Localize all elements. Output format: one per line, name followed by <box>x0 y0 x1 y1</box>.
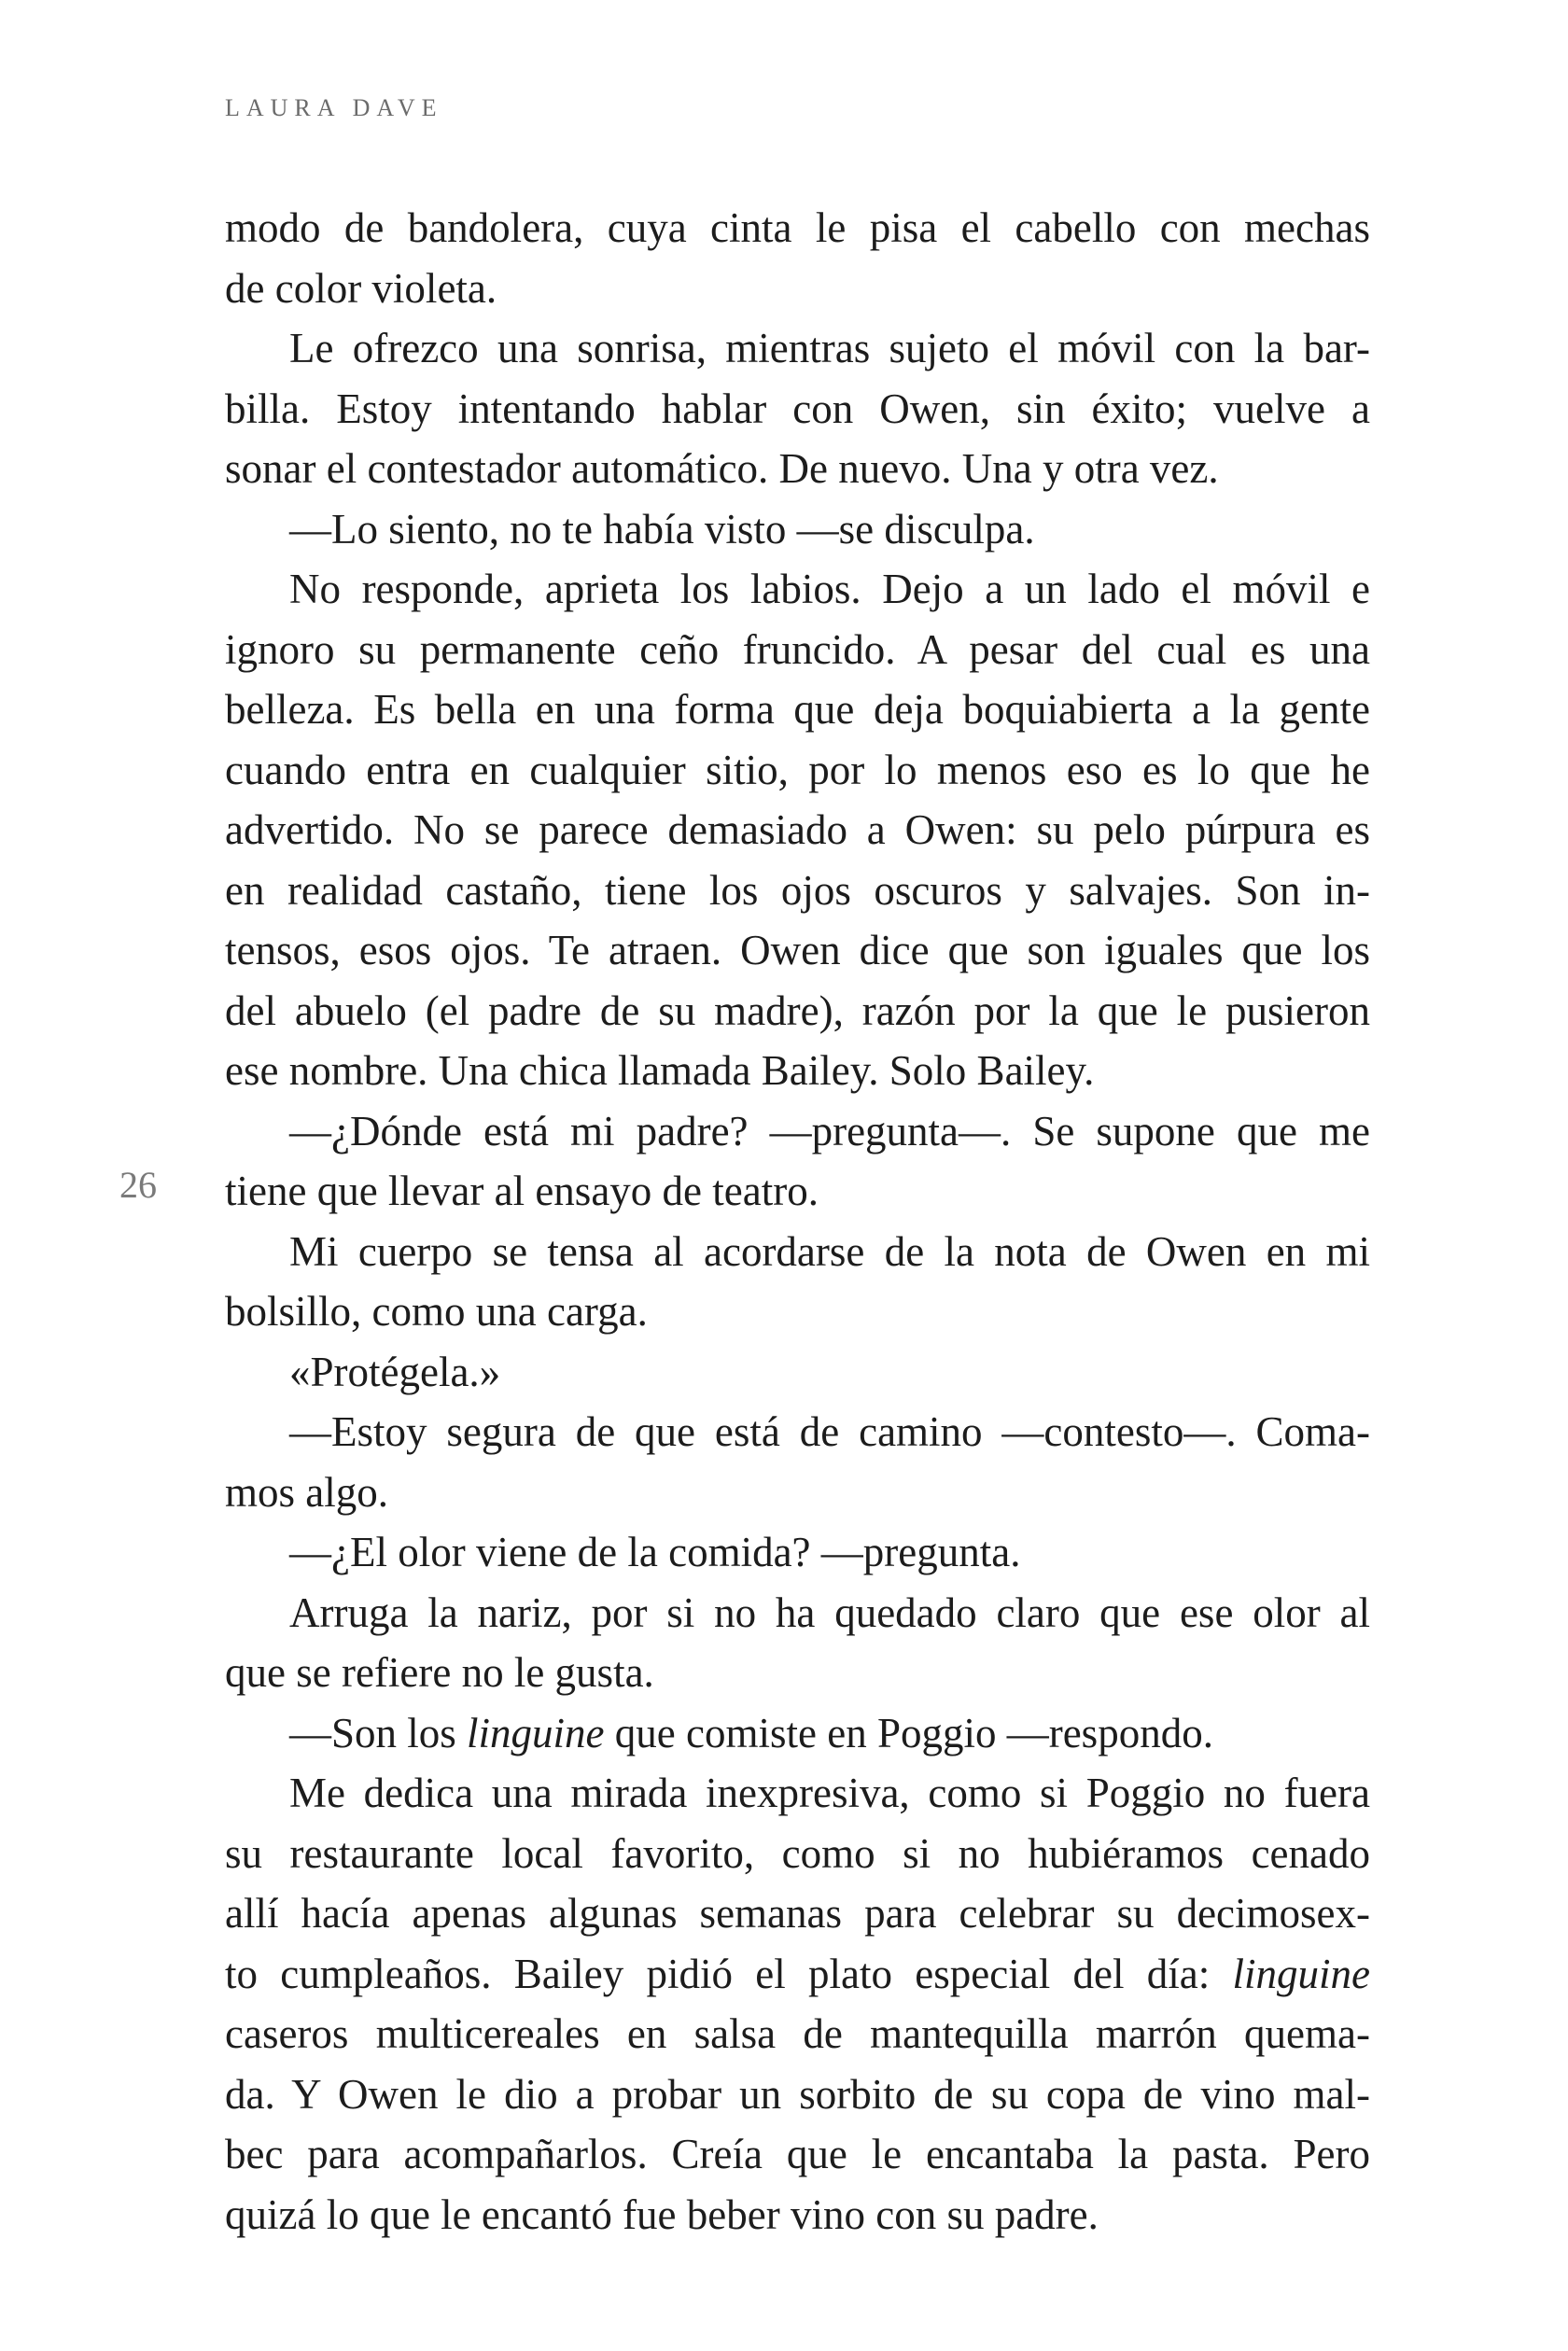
text-segment: —Lo siento, no te había visto —se disculpa. <box>289 505 1035 553</box>
text-segment: «Protégela.» <box>289 1348 501 1395</box>
text-line <box>225 1462 1370 1523</box>
text-line <box>225 1824 1370 1884</box>
text-segment: da. Y Owen le dio a probar un sorbito de su copa de vino mal- <box>225 2070 1370 2118</box>
text-line <box>225 679 1370 740</box>
text-segment: No responde, aprieta los labios. Dejo a un lado el móvil e <box>289 566 1370 612</box>
text-line <box>225 379 1370 440</box>
text-line <box>225 981 1370 1042</box>
text-line <box>225 499 1370 560</box>
text-line <box>225 2004 1370 2064</box>
text-segment: ese nombre. Una chica llamada Bailey. Solo Bailey. <box>225 1047 1095 1094</box>
text-segment: su restaurante local favorito, como si no hubiéramos cenado <box>225 1829 1370 1877</box>
text-segment: tensos, esos ojos. Te atraen. Owen dice que son iguales que los <box>225 927 1370 973</box>
text-segment: caseros multicereales en salsa de mantequilla marrón quema- <box>225 2010 1370 2057</box>
text-segment: billa. Estoy intentando hablar con Owen, sin éxito; vuelve a <box>225 385 1370 432</box>
text-segment: quizá lo que le encantó fue beber vino con su padre. <box>225 2190 1099 2238</box>
text-segment: belleza. Es bella en una forma que deja boquiabierta a la gente <box>225 686 1370 733</box>
text-line <box>225 1041 1370 1101</box>
text-segment: Arruga la nariz, por si no ha quedado claro que ese olor al <box>289 1588 1370 1636</box>
text-line <box>225 1222 1370 1282</box>
text-segment: advertido. No se parece demasiado a Owen: su pelo púrpura es <box>225 806 1370 853</box>
text-line <box>225 1522 1370 1583</box>
text-segment: allí hacía apenas algunas semanas para celebrar su decimosex- <box>225 1890 1370 1937</box>
text-segment: Mi cuerpo se tensa al acordarse de la nota de Owen en mi <box>289 1227 1370 1275</box>
text-line <box>225 1703 1370 1764</box>
text-line <box>225 1402 1370 1462</box>
text-line <box>225 1281 1370 1342</box>
italic-term: linguine <box>467 1709 605 1756</box>
italic-term: linguine <box>1232 1950 1370 1997</box>
text-line <box>225 2064 1370 2125</box>
text-line <box>225 259 1370 319</box>
text-line <box>225 559 1370 620</box>
text-line <box>225 1944 1370 2005</box>
text-segment: modo de bandolera, cuya cinta le pisa el cabello con mechas <box>225 204 1370 251</box>
text-line <box>225 2124 1370 2185</box>
text-line <box>225 198 1370 259</box>
text-line <box>225 1883 1370 1944</box>
text-line <box>225 800 1370 861</box>
text-segment: bec para acompañarlos. Creía que le encantaba la pasta. Pero <box>225 2131 1370 2177</box>
text-segment: que comiste en Poggio —respondo. <box>604 1709 1213 1756</box>
text-line <box>225 1101 1370 1162</box>
text-line <box>225 439 1370 499</box>
running-head: LAURA DAVE <box>225 94 443 121</box>
text-line <box>225 1342 1370 1403</box>
page-number: 26 <box>119 1164 157 1206</box>
text-segment: en realidad castaño, tiene los ojos oscuros y salvajes. Son in- <box>225 866 1370 914</box>
text-line <box>225 861 1370 921</box>
text-segment: del abuelo (el padre de su madre), razón por la que le pusieron <box>225 987 1370 1034</box>
text-line <box>225 1583 1370 1644</box>
text-segment: sonar el contestador automático. De nuevo. Una y otra vez. <box>225 445 1219 492</box>
text-segment: —Son los <box>289 1709 468 1756</box>
text-segment: —Estoy segura de que está de camino —contesto—. Coma- <box>289 1408 1370 1455</box>
text-line <box>225 2185 1370 2246</box>
text-segment: que se refiere no le gusta. <box>225 1649 654 1696</box>
text-segment: tiene que llevar al ensayo de teatro. <box>225 1168 819 1214</box>
text-segment: —¿Dónde está mi padre? —pregunta—. Se supone que me <box>289 1107 1370 1155</box>
text-line <box>225 620 1370 680</box>
text-line <box>225 1763 1370 1824</box>
text-segment: de color violeta. <box>225 264 497 312</box>
text-segment: mos algo. <box>225 1468 388 1516</box>
text-line <box>225 1161 1370 1222</box>
text-segment: bolsillo, como una carga. <box>225 1288 648 1335</box>
text-line <box>225 920 1370 981</box>
text-segment: cuando entra en cualquier sitio, por lo menos eso es lo que he <box>225 746 1370 793</box>
text-segment: Me dedica una mirada inexpresiva, como si Poggio no fuera <box>289 1770 1370 1816</box>
text-segment: ignoro su permanente ceño fruncido. A pesar del cual es una <box>225 625 1370 673</box>
text-line <box>225 1643 1370 1703</box>
text-line <box>225 740 1370 801</box>
body-text <box>225 198 1370 2245</box>
text-line <box>225 318 1370 379</box>
text-segment: —¿El olor viene de la comida? —pregunta. <box>289 1529 1021 1575</box>
text-segment: Le ofrezco una sonrisa, mientras sujeto el móvil con la bar- <box>289 325 1370 371</box>
text-segment: to cumpleaños. Bailey pidió el plato especial del día: <box>225 1950 1233 1997</box>
